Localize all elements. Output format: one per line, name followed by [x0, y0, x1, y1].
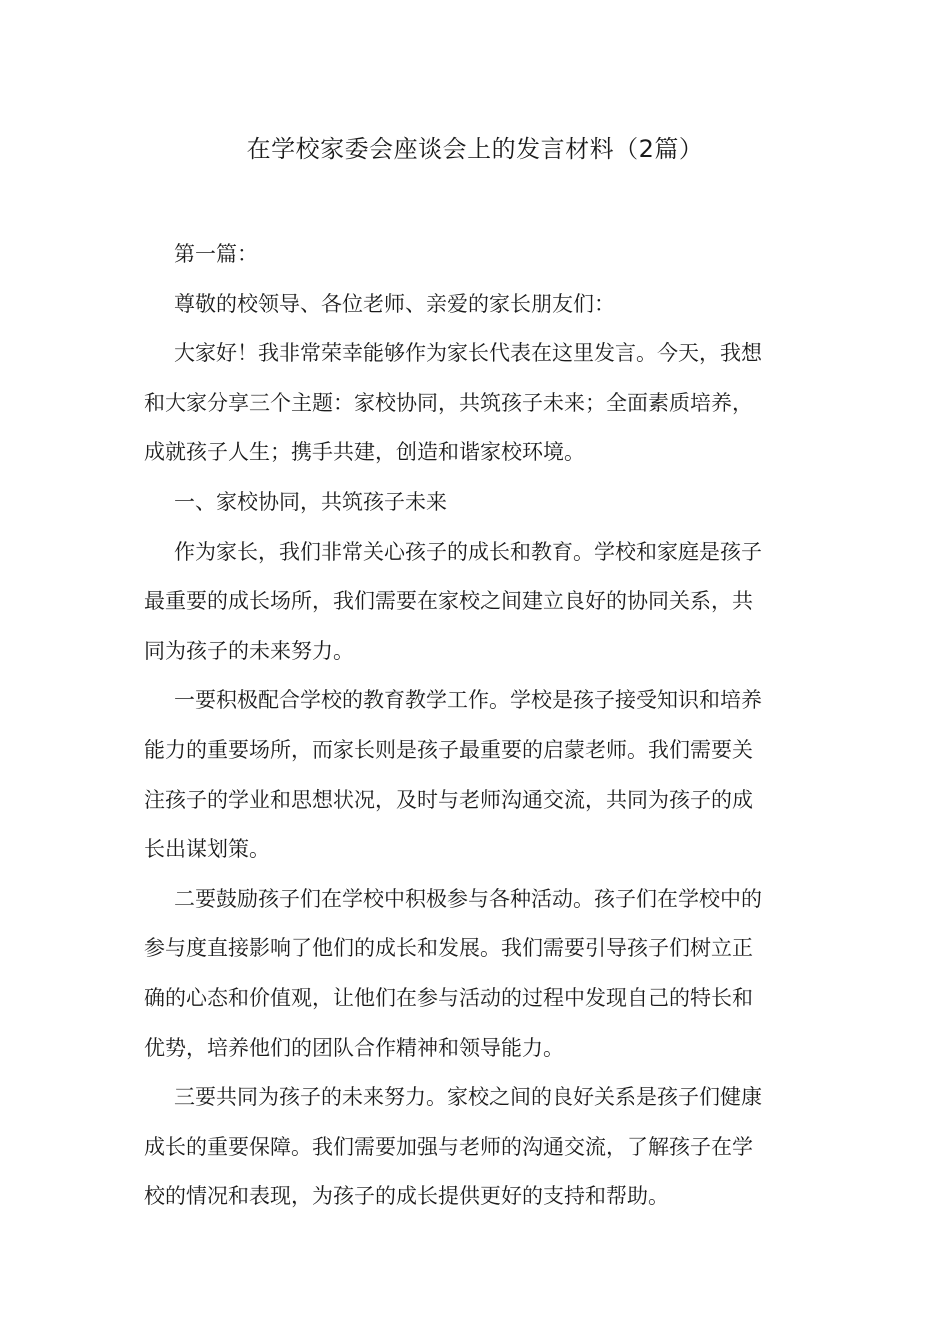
text-line: 成就孩子人生；携手共建，创造和谐家校环境。	[144, 440, 585, 465]
text-line: 校的情况和表现，为孩子的成长提供更好的支持和帮助。	[144, 1184, 669, 1209]
text-line: 确的心态和价值观，让他们在参与活动的过程中发现自己的特长和	[144, 985, 753, 1010]
text-line: 最重要的成长场所，我们需要在家校之间建立良好的协同关系，共	[144, 589, 753, 614]
paragraph-salutation	[144, 280, 808, 330]
text-line: 注孩子的学业和思想状况，及时与老师沟通交流，共同为孩子的成	[144, 787, 753, 812]
paragraph-body	[144, 875, 808, 1073]
text-line: 三要共同为孩子的未来努力。家校之间的良好关系是孩子们健康	[174, 1085, 762, 1110]
text-line: 同为孩子的未来努力。	[144, 638, 354, 663]
paragraph-body	[144, 1073, 808, 1222]
text-line: 大家好！我非常荣幸能够作为家长代表在这里发言。今天，我想	[174, 341, 762, 366]
text-line: 成长的重要保障。我们需要加强与老师的沟通交流，了解孩子在学	[144, 1134, 753, 1159]
paragraph-opening	[144, 329, 808, 478]
text-line: 作为家长，我们非常关心孩子的成长和教育。学校和家庭是孩子	[174, 539, 762, 564]
text-line: 一要积极配合学校的教育教学工作。学校是孩子接受知识和培养	[174, 688, 762, 713]
section-heading	[144, 478, 808, 528]
text-line: 和大家分享三个主题：家校协同，共筑孩子未来；全面素质培养，	[144, 390, 753, 415]
text-line: 一、家校协同，共筑孩子未来	[174, 489, 447, 514]
paragraph-body	[144, 676, 808, 874]
text-line: 二要鼓励孩子们在学校中积极参与各种活动。孩子们在学校中的	[174, 886, 762, 911]
document-title: 在学校家委会座谈会上的发言材料（2篇）	[246, 135, 704, 163]
paragraph-body	[144, 528, 808, 677]
document-body	[144, 230, 808, 1222]
text-line: 能力的重要场所，而家长则是孩子最重要的启蒙老师。我们需要关	[144, 737, 753, 762]
text-line: 第一篇：	[174, 242, 258, 266]
paragraph-section-label	[144, 230, 808, 280]
text-line: 长出谋划策。	[144, 837, 270, 862]
text-line: 优势，培养他们的团队合作精神和领导能力。	[144, 1035, 564, 1060]
text-line: 尊敬的校领导、各位老师、亲爱的家长朋友们：	[174, 291, 615, 316]
text-line: 参与度直接影响了他们的成长和发展。我们需要引导孩子们树立正	[144, 936, 753, 961]
